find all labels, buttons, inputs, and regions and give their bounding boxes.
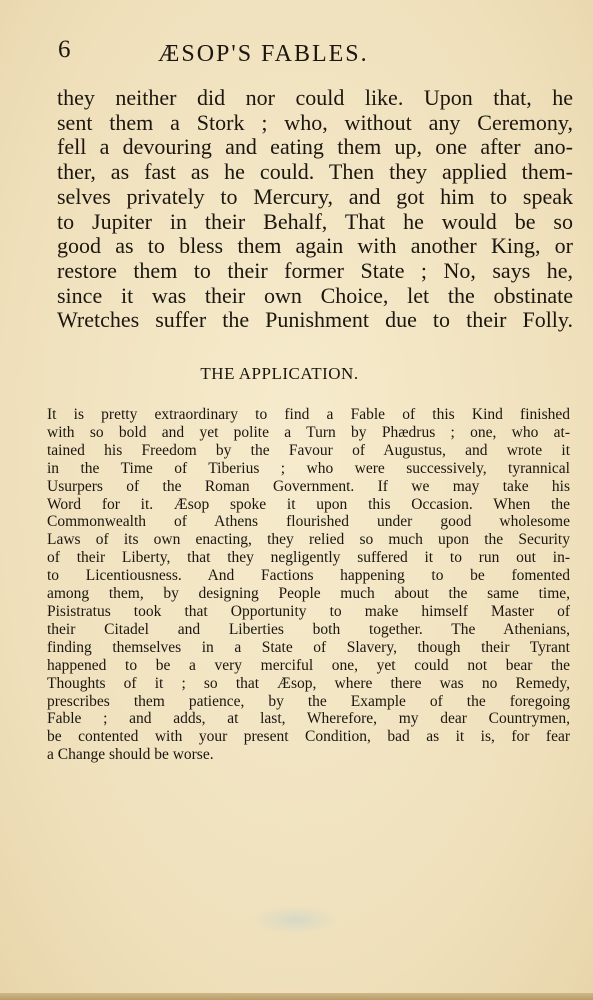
application-heading: THE APPLICATION. <box>200 364 359 383</box>
application-line: It is pretty extraordinary to find a Fable of this Kind finished <box>47 406 570 423</box>
fable-line: fell a devouring and eating them up, one after ano- <box>57 134 573 160</box>
paper-stain <box>250 905 340 935</box>
fable-text <box>57 86 573 333</box>
application-line: Pisistratus took that Opportunity to make himself Master of <box>47 602 570 620</box>
application-line: finding themselves in a State of Slavery, though their Tyrant <box>47 638 570 656</box>
running-title: ÆSOP'S FABLES. <box>158 41 369 67</box>
fable-line: Wretches suffer the Punishment due to their Folly. <box>57 307 573 333</box>
application-line: Fable ; and adds, at last, Wherefore, my dear Countrymen, <box>47 710 570 728</box>
application-line: happened to be a very merciful one, yet could not bear the <box>47 656 570 674</box>
application-line: Commonwealth of Athens flourished under good wholesome <box>47 513 570 531</box>
application-line: Word for it. Æsop spoke it upon this Occasion. When the <box>47 495 570 513</box>
application-line: Usurpers of the Roman Government. If we may take his <box>47 477 570 495</box>
application-line: of their Liberty, that they negligently suffered it to run out in- <box>47 549 570 567</box>
application-line: to Licentiousness. And Factions happening to be fomented <box>47 567 570 585</box>
page-bottom-edge <box>0 993 593 1000</box>
page-header <box>58 34 438 74</box>
fable-line: to Jupiter in their Behalf, That he would be so <box>57 208 573 234</box>
application-line: in the Time of Tiberius ; who were successively, tyrannical <box>47 459 570 477</box>
application-line: their Citadel and Liberties both together. The Athenians, <box>47 620 570 638</box>
application-line: Thoughts of it ; so that Æsop, where there was no Remedy, <box>47 674 570 692</box>
application-line: Laws of its own enacting, they relied so much upon the Security <box>47 531 570 549</box>
fable-line: good as to bless them again with another King, or <box>57 233 573 259</box>
fable-line: since it was their own Choice, let the obstinate <box>57 282 573 308</box>
fable-line: sent them a Stork ; who, without any Ceremony, <box>57 109 573 135</box>
fable-line: restore them to their former State ; No, says he, <box>57 257 573 283</box>
application-line: prescribes them patience, by the Example of the foregoing <box>47 692 570 710</box>
fable-line: they neither did nor could like. Upon that, he <box>57 85 573 110</box>
application-line: be contented with your present Condition, bad as it is, for fear <box>47 728 570 746</box>
application-line: tained his Freedom by the Favour of Augustus, and wrote it <box>47 441 570 459</box>
application-line: among them, by designing People much about the same time, <box>47 585 570 603</box>
application-line: with so bold and yet polite a Turn by Phædrus ; one, who at- <box>47 423 570 441</box>
fable-line: ther, as fast as he could. Then they applied them- <box>57 159 573 185</box>
application-text <box>47 406 570 764</box>
fable-line: selves privately to Mercury, and got him to speak <box>57 183 573 209</box>
page-number: 6 <box>58 36 71 63</box>
application-line: a Change should be worse. <box>47 746 214 764</box>
